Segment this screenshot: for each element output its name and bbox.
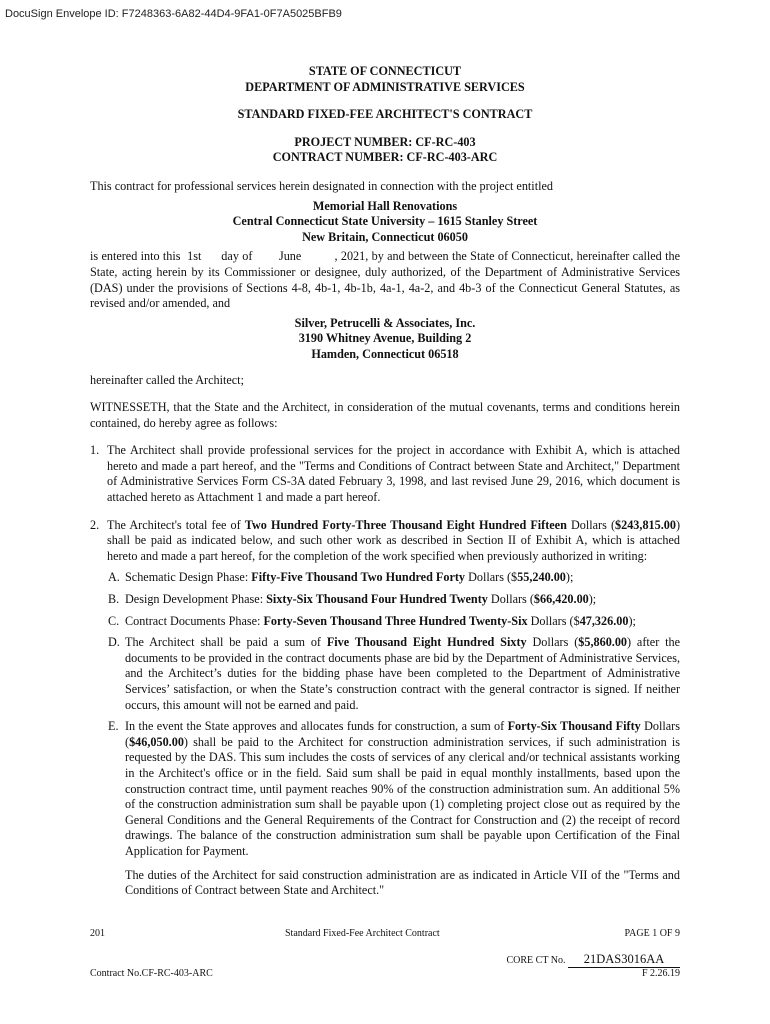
department-heading: DEPARTMENT OF ADMINISTRATIVE SERVICES [245, 79, 525, 94]
entered-paragraph: is entered into this 1st day of June , 2021, by and between the State of Connecticut, hereinafter called the State, acting herein by its Commissioner or designee, duly authorized, of the Department of Administrative Services (DAS) under the provisions of Sections 4-8, 4b-1, 4b-1b, 4a-1, 4a-2, and 4b-3 of the Connecticut General Statutes, as revised and/or amended, and [90, 249, 684, 311]
phase-c-mid: Dollars ( [527, 613, 574, 628]
total-fee-amount: $243,815.00 [615, 517, 676, 532]
phase-c-words: Forty-Seven Thousand Three Hundred Twenty-Six [263, 613, 528, 628]
phase-a-mid: Dollars ( [465, 570, 512, 585]
duties-paragraph: The duties of the Architect for said construction administration are as indicated in Article VII of the "Terms and Conditions of Contract between State and Architect." [125, 867, 680, 898]
hereinafter-text: hereinafter called the Architect; [90, 372, 244, 387]
phase-b-label: Design Development Phase: [125, 592, 267, 607]
phase-a-end: ); [565, 570, 574, 585]
contract-number: CONTRACT NUMBER: CF-RC-403-ARC [272, 150, 498, 165]
architect-name: Silver, Petrucelli & Associates, Inc. [294, 315, 476, 330]
architect-city: Hamden, Connecticut 06518 [311, 346, 459, 361]
phase-d-amount: $5,860.00 [578, 635, 628, 650]
phase-d-mid: Dollars ( [526, 635, 579, 650]
project-city: New Britain, Connecticut 06050 [302, 229, 468, 244]
phase-a-dollar: $ [511, 570, 518, 585]
clause-1 [90, 443, 680, 505]
phase-d-pre: The Architect shall be paid a sum of [125, 635, 327, 650]
phase-d-letter: D. [108, 635, 120, 650]
phase-b-mid: Dollars ( [487, 592, 534, 607]
contract-page [90, 64, 684, 899]
witnesseth-paragraph: WITNESSETH, that the State and the Architect, in consideration of the mutual covenants, terms and conditions herein contained, do hereby agree as follows: [90, 400, 680, 430]
phase-b [90, 592, 680, 608]
phase-d-post: ) after the documents to be provided in the contract documents phase are bid by the Department of Administrative Services, and the Architect’s duties for the bidding phase have been completed to the Department of Administrative Services’ satisfaction, or when the State’s construction contract with the general contractor is signed. If neither occurs, this amount will not be earned and paid. [125, 635, 680, 712]
phase-c-dollar: $ [573, 613, 580, 628]
clause-2-pre: The Architect's total fee of [107, 517, 245, 532]
clause-1-number: 1. [90, 443, 100, 458]
clause-2-post: ) shall be paid as indicated below, and such other work as described in Section II of Exhibit A, which is attached hereto and made a part hereof, for the completion of the work specified when previously authorized in writing: [107, 517, 681, 563]
phase-a-words: Fifty-Five Thousand Two Hundred Forty [251, 570, 466, 585]
intro-text: This contract for professional services herein designated in connection with the project entitled [90, 178, 553, 193]
phase-b-amount: $66,420.00 [533, 592, 589, 607]
phase-a [90, 570, 680, 586]
docusign-envelope-id: DocuSign Envelope ID: F7248363-6A82-44D4-9FA1-0F7A5025BFB9 [5, 8, 342, 20]
phase-c-label: Contract Documents Phase: [125, 613, 264, 628]
phase-b-words: Sixty-Six Thousand Four Hundred Twenty [266, 592, 488, 607]
phase-c-amount: 47,326.00 [579, 613, 629, 628]
phase-e-pre: In the event the State approves and allocates funds for construction, a sum of [125, 719, 508, 734]
footer-page-number: PAGE 1 OF 9 [624, 928, 680, 939]
phase-c-letter: C. [108, 613, 120, 628]
phase-d [90, 635, 680, 713]
clause-1-text: The Architect shall provide professional services for the project in accordance with Exhibit A, which is attached hereto and made a part hereof, and the "Terms and Conditions of Contract between State and Architect," Department of Administrative Services Form CS-3A dated February 3, 1998, and last revised June 29, 2016, which document is attached hereto as Attachment 1 and made a part hereof. [107, 443, 680, 505]
phase-e [90, 719, 680, 859]
phase-d-words: Five Thousand Eight Hundred Sixty [326, 635, 527, 650]
contract-header [90, 64, 680, 166]
footer-form-code: F 2.26.19 [641, 968, 680, 979]
core-ct-value: 21DAS3016AA [568, 952, 680, 968]
phase-e-post: ) shall be paid to the Architect for construction administration services, if such administration is requested by the DAS. This sum includes the costs of services of any clerical and/or technical assistants working in the Architect's office or in the field. Said sum shall be paid in equal monthly installments, based upon the construction contract time, until payment reaches 90% of the construction administration sum. An additional 5% of the construction administration sum shall be payable upon (1) completing project close out as required by the General Conditions and the General Requirements of the Contract for Construction and (2) the receipt of record drawings. The balance of the construction administration sum shall be payable upon Certification of the Final Application for Payment. [125, 734, 680, 858]
project-number: PROJECT NUMBER: CF-RC-403 [294, 134, 476, 149]
core-ct-line [90, 952, 680, 968]
clause-2 [90, 518, 680, 565]
architect-block [90, 316, 680, 363]
project-location: Central Connecticut State University – 1615 Stanley Street [232, 214, 538, 229]
contract-type-heading: STANDARD FIXED-FEE ARCHITECT'S CONTRACT [237, 107, 533, 122]
state-heading: STATE OF CONNECTICUT [308, 64, 462, 78]
phase-e-letter: E. [108, 719, 119, 734]
footer-contract-no: Contract No.CF-RC-403-ARC [90, 968, 213, 979]
footer-left: 201 [90, 928, 105, 939]
clause-2-mid: Dollars ( [566, 517, 616, 532]
core-ct-label: CORE CT No. [506, 955, 568, 966]
total-fee-words: Two Hundred Forty-Three Thousand Eight Hundred Fifteen [244, 517, 567, 532]
footer-center: Standard Fixed-Fee Architect Contract [285, 928, 440, 939]
phase-a-letter: A. [108, 570, 120, 585]
architect-address: 3190 Whitney Avenue, Building 2 [298, 331, 472, 346]
phase-e-words: Forty-Six Thousand Fifty [507, 719, 641, 734]
phase-c-end: ); [628, 613, 636, 628]
phase-b-letter: B. [108, 592, 120, 607]
project-name: Memorial Hall Renovations [312, 198, 458, 213]
phase-c [90, 614, 680, 630]
phase-a-label: Schematic Design Phase: [125, 570, 252, 585]
phase-b-end: ); [588, 592, 597, 607]
phase-a-amount: 55,240.00 [517, 570, 566, 585]
phase-e-mid: Dollars ( [125, 719, 680, 749]
project-block [90, 199, 680, 246]
clause-2-number: 2. [90, 517, 100, 532]
phase-e-amount: $46,050.00 [129, 734, 184, 749]
